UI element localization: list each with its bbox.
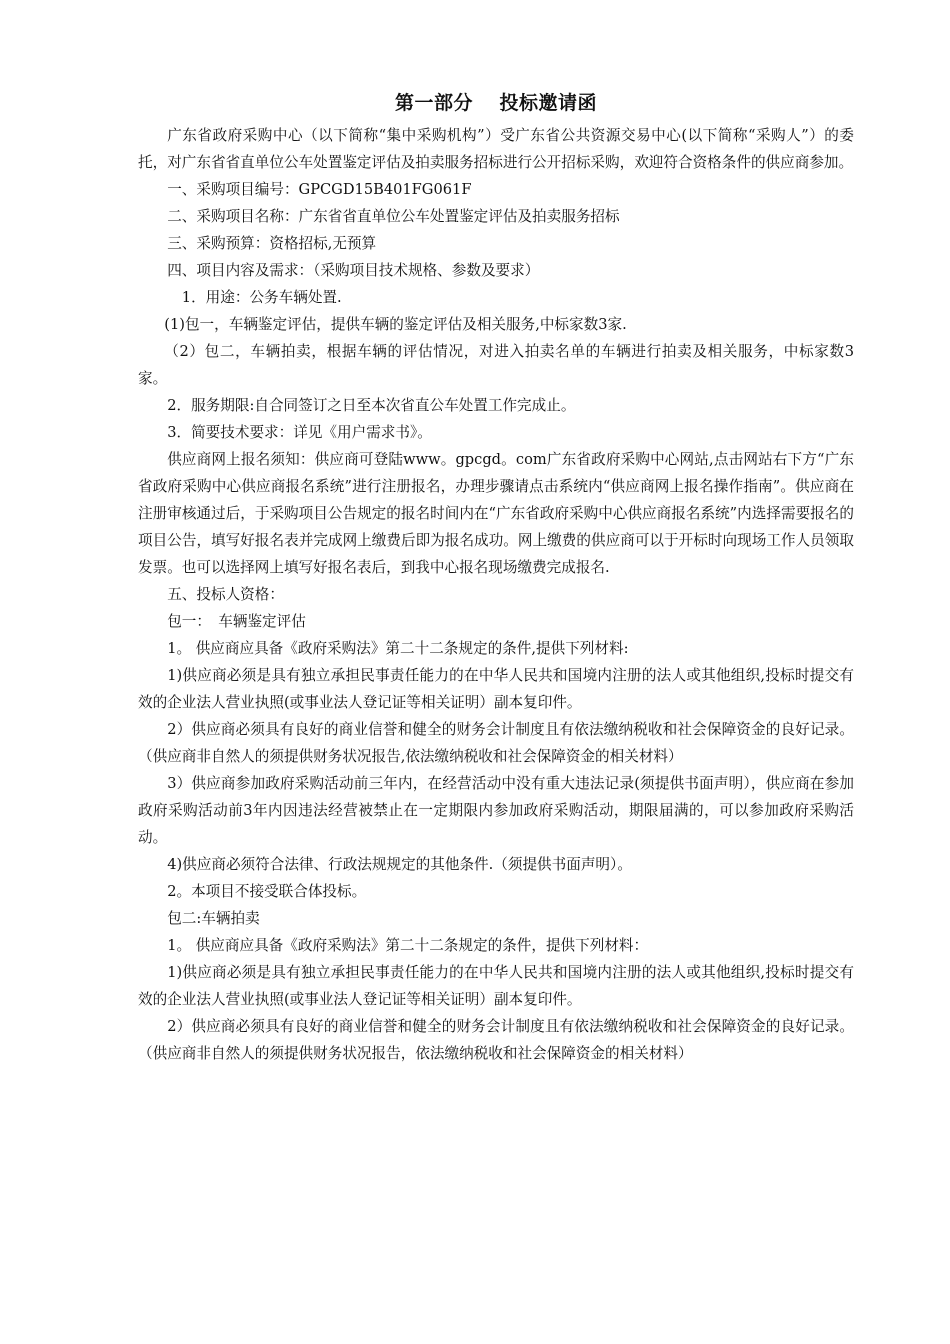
service-period-item: 2．服务期限:自合同签订之日至本次省直公车处置工作完成止。 [167,397,576,414]
registration-notice: 供应商网上报名须知：供应商可登陆www。gpcgd。com广东省政府采购中心网站,点击网站右下方“广东省政府采购中心供应商报名系统”进行注册报名，办理步骤请点击系统内“供应商网上报名操作指南”。供应商在注册审核通过后，于采购项目公告规定的报名时间内在“广东省政府采购中心供应商报名系统”内选择需要报名的项目公告，填写好报名表并完成网上缴费后即为报名成功。网上缴费的供应商可以于开标时向现场工作人员领取发票。也可以选择网上填写好报名表后，到我中心报名现场缴费完成报名. [138,451,854,576]
package-two-condition-b: 2）供应商必须具有良好的商业信誉和健全的财务会计制度且有依法缴纳税收和社会保障资金的良好记录。（供应商非自然人的须提供财务状况报告，依法缴纳税收和社会保障资金的相关材料） [138,1018,854,1062]
package-one-condition-a: 1)供应商必须是具有独立承担民事责任能力的在中华人民共和国境内注册的法人或其他组织,投标时提交有效的企业法人营业执照(或事业法人登记证等相关证明）副本复印件。 [138,667,854,711]
technical-requirements-item: 3．简要技术要求：详见《用户需求书》。 [167,424,432,441]
project-budget: 三、采购预算：资格招标,无预算 [167,235,377,252]
package-two-condition-a: 1)供应商必须是具有独立承担民事责任能力的在中华人民共和国境内注册的法人或其他组织,投标时提交有效的企业法人营业执照(或事业法人登记证等相关证明）副本复印件。 [138,964,854,1008]
package-one-condition: 1。 供应商应具备《政府采购法》第二十二条规定的条件,提供下列材料: [167,640,629,657]
usage-item: 1．用途：公务车辆处置. [181,289,342,306]
document-page [138,88,854,1067]
package-one-no-consortium: 2。本项目不接受联合体投标。 [167,883,367,900]
package-two-condition: 1。 供应商应具备《政府采购法》第二十二条规定的条件，提供下列材料： [167,937,649,954]
package-one-title: 包一： 车辆鉴定评估 [167,613,306,630]
project-content-heading: 四、项目内容及需求：（采购项目技术规格、参数及要求） [167,262,540,279]
bidder-qualification-heading: 五、投标人资格： [167,586,284,603]
package-two-title: 包二:车辆拍卖 [167,910,260,927]
project-number: 一、采购项目编号：GPCGD15B401FG061F [167,181,472,198]
package-one-condition-c: 3）供应商参加政府采购活动前三年内，在经营活动中没有重大违法记录(须提供书面声明），供应商在参加政府采购活动前3年内因违法经营被禁止在一定期限内参加政府采购活动，期限届满的，可以参加政府采购活动。 [138,775,854,846]
project-name: 二、采购项目名称：广东省省直单位公车处置鉴定评估及拍卖服务招标 [167,208,620,225]
package-two-item: （2）包二，车辆拍卖，根据车辆的评估情况，对进入拍卖名单的车辆进行拍卖及相关服务，中标家数3家。 [138,343,854,387]
package-one-condition-d: 4)供应商必须符合法律、行政法规规定的其他条件.（须提供书面声明）。 [167,856,632,873]
intro-paragraph: 广东省政府采购中心（以下简称“集中采购机构”）受广东省公共资源交易中心(以下简称“采购人”）的委托，对广东省省直单位公车处置鉴定评估及拍卖服务招标进行公开招标采购，欢迎符合资格条件的供应商参加。 [138,127,854,171]
package-one-item: (1)包一，车辆鉴定评估，提供车辆的鉴定评估及相关服务,中标家数3家. [164,316,627,333]
page-title: 第一部分 投标邀请函 [394,92,598,114]
package-one-condition-b: 2）供应商必须具有良好的商业信誉和健全的财务会计制度且有依法缴纳税收和社会保障资金的良好记录。（供应商非自然人的须提供财务状况报告,依法缴纳税收和社会保障资金的相关材料） [138,721,854,765]
